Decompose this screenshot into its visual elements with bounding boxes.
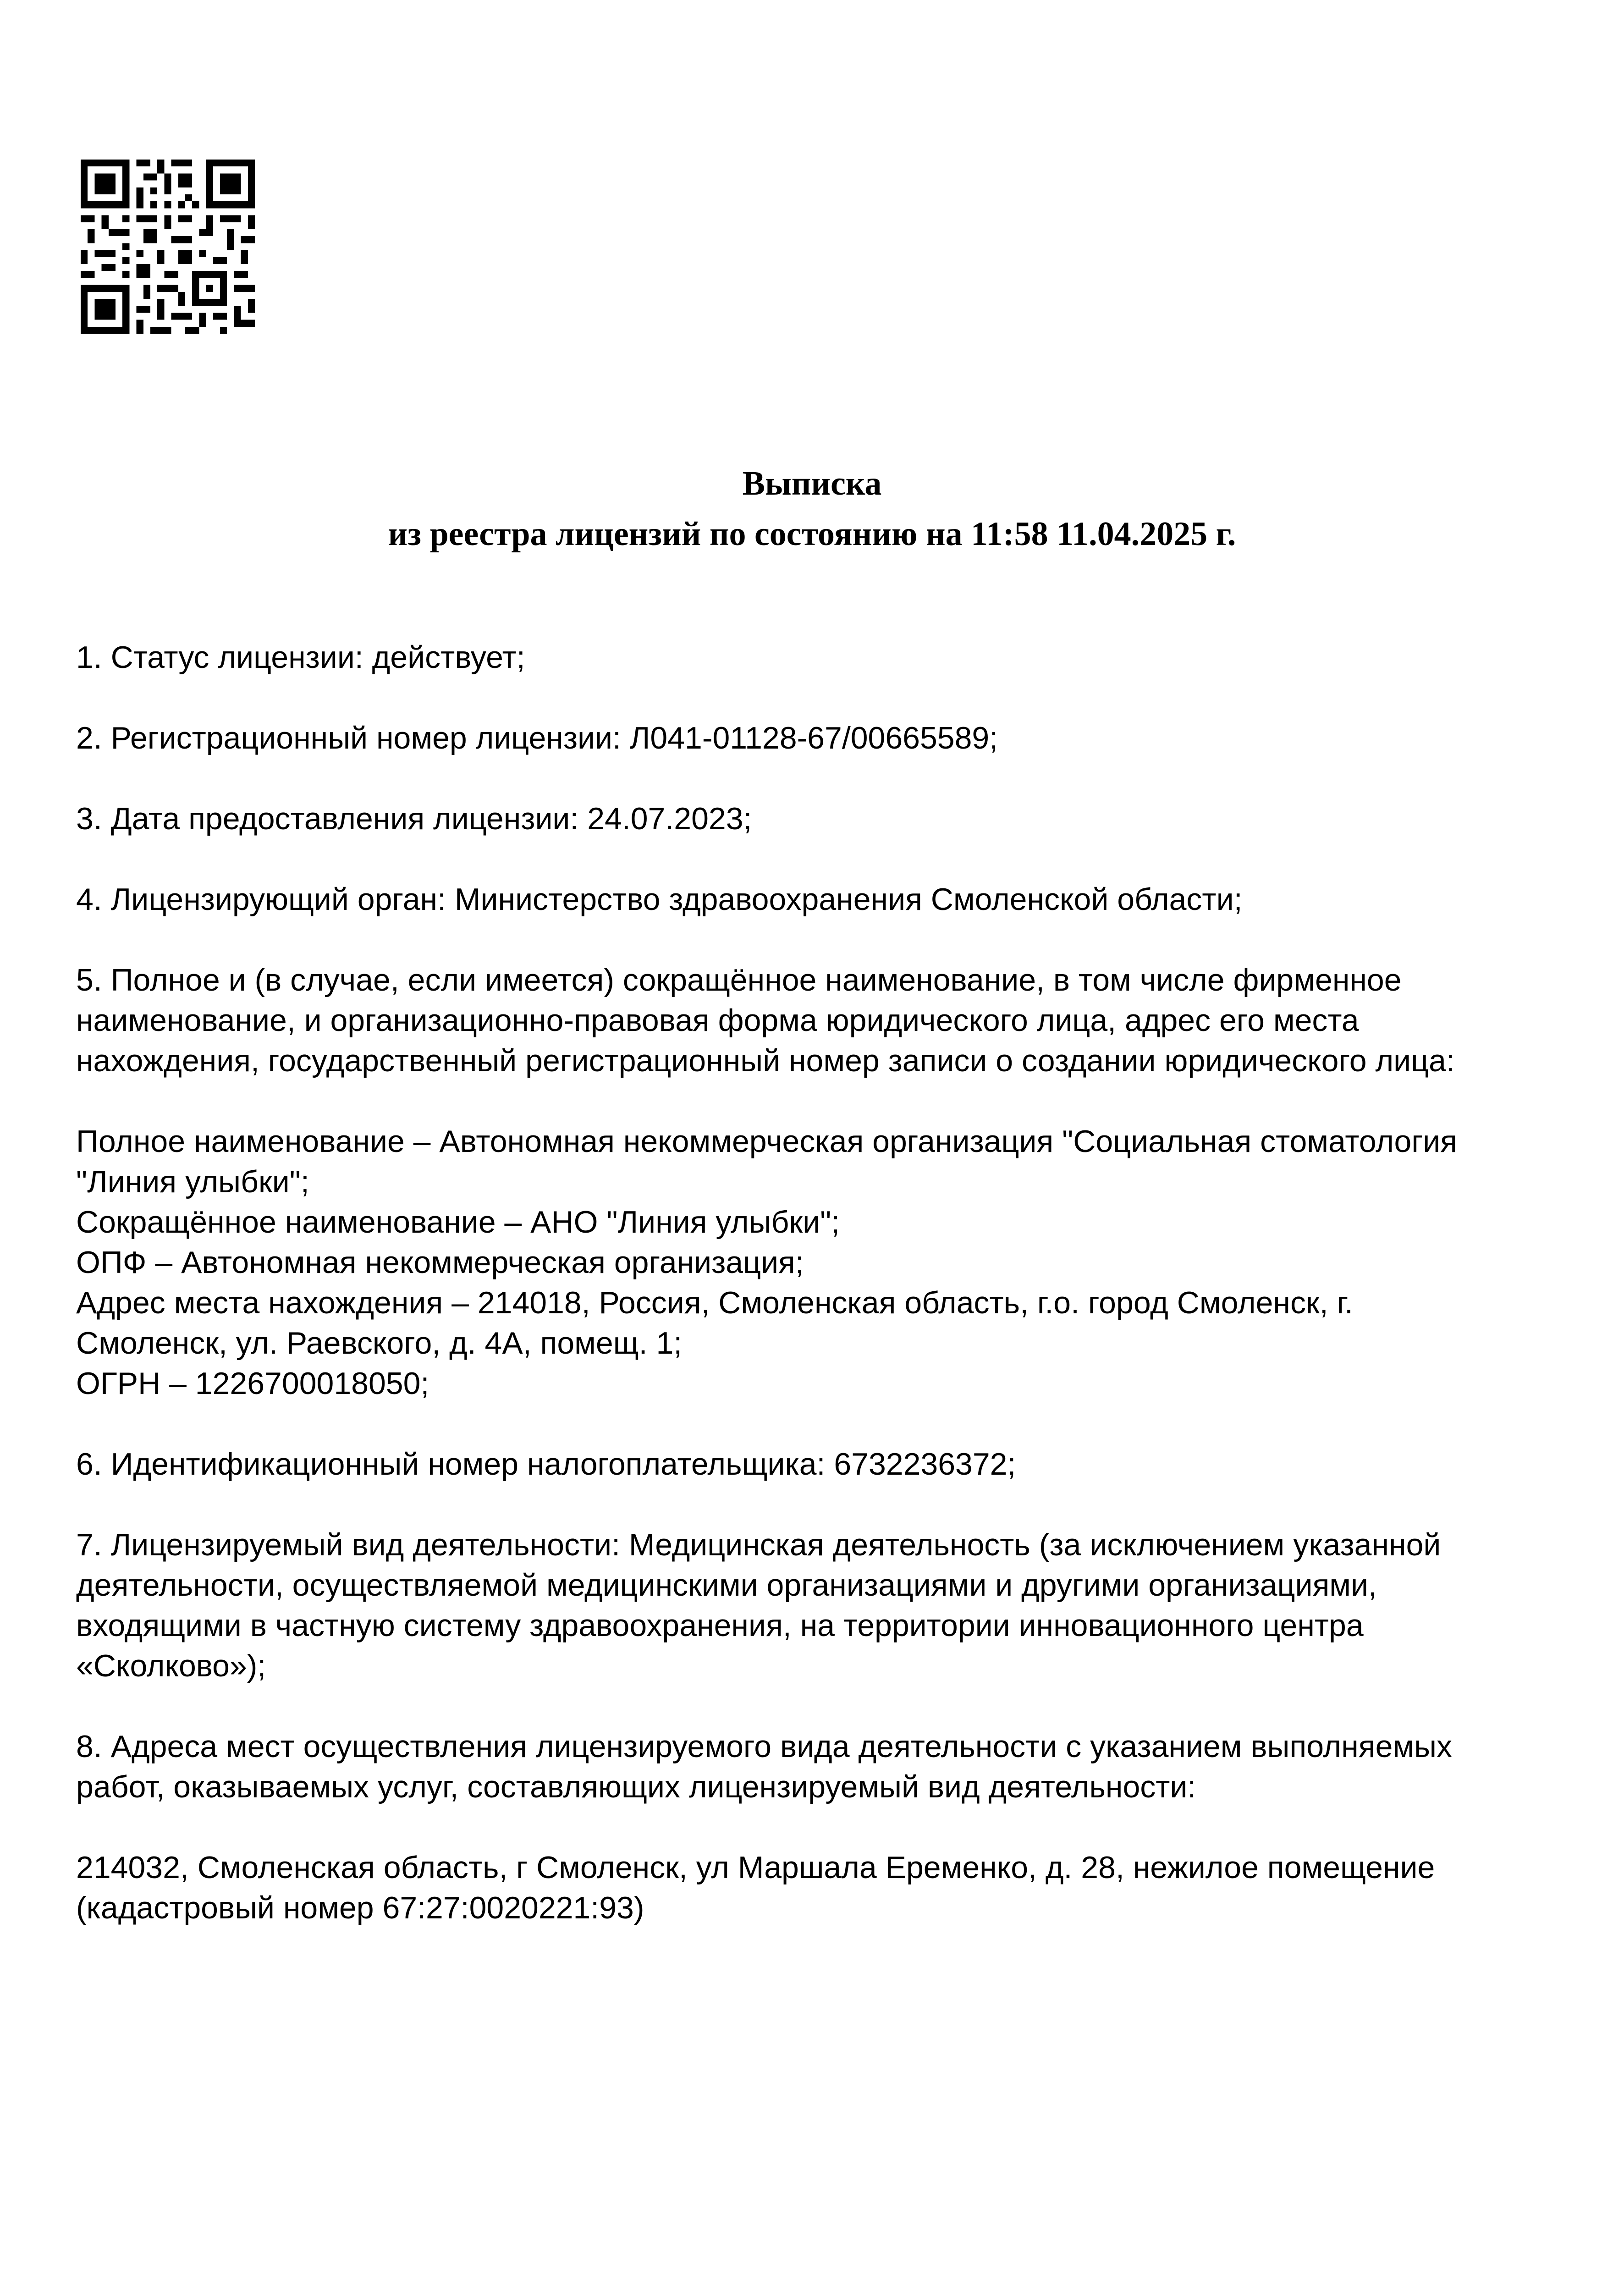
document-subtitle: из реестра лицензий по состоянию на 11:58 11.04.2025 г. <box>388 515 1236 553</box>
document-title: Выписка <box>742 465 882 502</box>
qr-code-icon <box>81 160 255 334</box>
item-line: 7. Лицензируемый вид деятельности: Медицинская деятельность (за исключением указанной <box>76 1527 1441 1562</box>
item-line: работ, оказываемых услуг, составляющих лицензируемый вид деятельности: <box>76 1769 1196 1804</box>
item-activity-addresses <box>76 1726 1598 1807</box>
item-tax-id <box>76 1444 1598 1484</box>
item-line: 6. Идентификационный номер налогоплательщика: 6732236372; <box>76 1447 1016 1482</box>
item-license-status <box>76 637 1598 678</box>
item-line: деятельности, осуществляемой медицинскими организациями и другими организациями, <box>76 1568 1377 1603</box>
organization-details <box>76 1121 1598 1404</box>
item-line: наименование, и организационно-правовая форма юридического лица, адрес его места <box>76 1003 1359 1038</box>
item-issue-date <box>76 799 1598 839</box>
item-organization-heading <box>76 960 1598 1081</box>
item-line: 8. Адреса мест осуществления лицензируемого вида деятельности с указанием выполняемых <box>76 1729 1453 1764</box>
item-line: 3. Дата предоставления лицензии: 24.07.2023; <box>76 801 752 836</box>
org-short-name: Сокращённое наименование – АНО "Линия улыбки"; <box>76 1205 840 1240</box>
activity-address <box>76 1847 1598 1928</box>
document-body <box>76 637 1598 1968</box>
item-licensing-authority <box>76 879 1598 920</box>
item-activity-type <box>76 1525 1598 1686</box>
org-address-cont: Смоленск, ул. Раевского, д. 4А, помещ. 1; <box>76 1326 683 1361</box>
item-line: 1. Статус лицензии: действует; <box>76 640 525 675</box>
item-line: нахождения, государственный регистрационный номер записи о создании юридического лица: <box>76 1043 1455 1078</box>
org-ogrn: ОГРН – 1226700018050; <box>76 1366 429 1401</box>
item-line: 5. Полное и (в случае, если имеется) сокращённое наименование, в том числе фирменное <box>76 963 1402 997</box>
item-line: 4. Лицензирующий орган: Министерство здравоохранения Смоленской области; <box>76 882 1243 917</box>
document-header <box>0 458 1624 559</box>
address-line: 214032, Смоленская область, г Смоленск, ул Маршала Еременко, д. 28, нежилое помещение <box>76 1850 1435 1885</box>
address-line: (кадастровый номер 67:27:0020221:93) <box>76 1890 644 1925</box>
item-line: 2. Регистрационный номер лицензии: Л041-01128-67/00665589; <box>76 721 998 755</box>
org-legal-form: ОПФ – Автономная некоммерческая организация; <box>76 1245 804 1280</box>
org-full-name: Полное наименование – Автономная некоммерческая организация "Социальная стоматология <box>76 1124 1457 1159</box>
org-address: Адрес места нахождения – 214018, Россия, Смоленская область, г.о. город Смоленск, г. <box>76 1285 1353 1320</box>
org-full-name-cont: "Линия улыбки"; <box>76 1164 309 1199</box>
item-line: входящими в частную систему здравоохранения, на территории инновационного центра <box>76 1608 1364 1643</box>
item-line: «Сколково»); <box>76 1648 266 1683</box>
item-registration-number <box>76 718 1598 758</box>
